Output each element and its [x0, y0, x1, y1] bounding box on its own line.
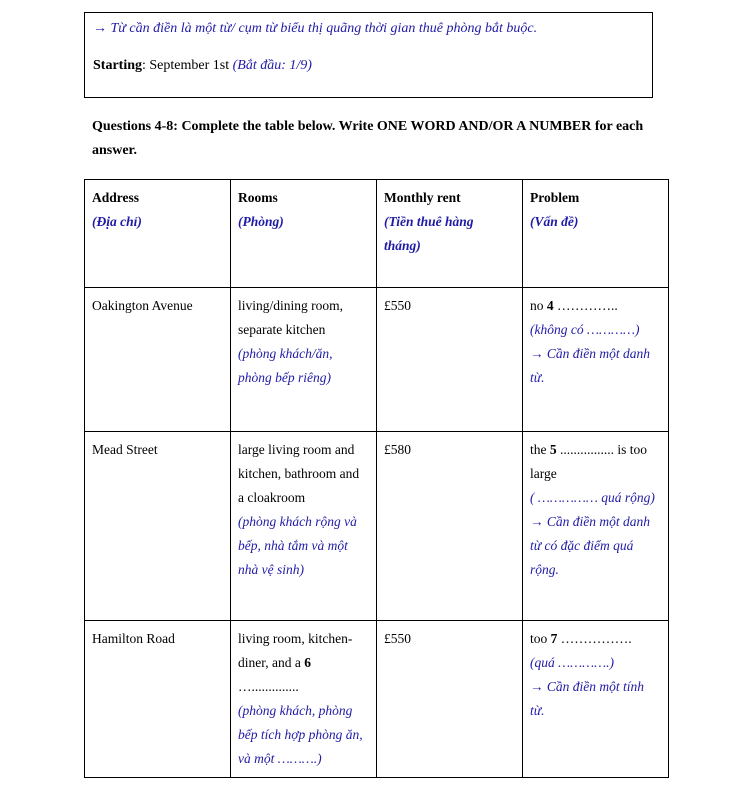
- header-rent-vi-1: (Tiền thuê hàng: [384, 214, 474, 229]
- problem-vi-line: rộng.: [530, 562, 559, 577]
- cell-rent: [377, 288, 523, 432]
- rent-text: £550: [384, 631, 411, 646]
- cell-problem: [523, 432, 669, 621]
- problem-line: [530, 294, 661, 318]
- header-rooms-vi: (Phòng): [238, 214, 284, 229]
- intro-box: [84, 12, 653, 98]
- starting-label: Starting: [93, 58, 142, 73]
- starting-value: : September 1st: [142, 58, 233, 73]
- header-rooms: [231, 180, 377, 288]
- rooms-line: large living room and: [238, 442, 355, 457]
- rooms-text: diner, and a: [238, 655, 305, 670]
- problem-blank: …………..: [553, 298, 618, 313]
- rental-table: [84, 179, 669, 778]
- rent-text: £550: [384, 298, 411, 313]
- problem-vi-line: ( …………… quá rộng): [530, 490, 655, 505]
- rooms-line: [238, 651, 369, 675]
- question-number: 5: [549, 442, 557, 457]
- rooms-vi-line: nhà vệ sinh): [238, 562, 304, 577]
- cell-rent: [377, 432, 523, 621]
- address-text: Mead Street: [92, 442, 158, 457]
- cell-rooms: [231, 432, 377, 621]
- table-row: [85, 621, 669, 778]
- problem-line-2: large: [530, 466, 557, 481]
- question-number: 4: [546, 298, 554, 313]
- address-text: Oakington Avenue: [92, 298, 193, 313]
- table-row: [85, 288, 669, 432]
- cell-rooms: [231, 288, 377, 432]
- cell-problem: [523, 621, 669, 778]
- problem-vi-line: (không có …………): [530, 322, 640, 337]
- header-address: [85, 180, 231, 288]
- problem-vi-line: (quá ………….): [530, 655, 615, 670]
- problem-line: [530, 627, 661, 651]
- problem-blank: …………….: [557, 631, 632, 646]
- rooms-vi-line: (phòng khách, phòng: [238, 703, 353, 718]
- rooms-vi-line: bếp, nhà tắm và một: [238, 538, 348, 553]
- problem-vi-line: → Cần điền một danh: [530, 514, 650, 529]
- rooms-vi-line: và một ……….): [238, 751, 322, 766]
- rooms-line: living room, kitchen-: [238, 631, 353, 646]
- problem-pre: too: [530, 631, 551, 646]
- starting-line: [93, 58, 312, 74]
- rooms-blank: …..............: [238, 679, 299, 694]
- cell-problem: [523, 288, 669, 432]
- question-number: 6: [304, 655, 311, 670]
- questions-heading-line2: answer.: [92, 143, 137, 158]
- questions-heading-line1: Questions 4-8: Complete the table below. Write ONE WORD AND/OR A NUMBER for each: [92, 119, 644, 134]
- cell-address: [85, 288, 231, 432]
- problem-vi-line: → Cần điền một tính: [530, 679, 644, 694]
- starting-vi: (Bắt đầu: 1/9): [232, 58, 312, 73]
- rooms-line: living/dining room,: [238, 298, 344, 313]
- rooms-line: separate kitchen: [238, 322, 326, 337]
- rooms-line: kitchen, bathroom and: [238, 466, 360, 481]
- rooms-vi-line: (phòng khách/ăn,: [238, 346, 333, 361]
- cell-rent: [377, 621, 523, 778]
- problem-vi-line: từ có đặc điểm quá: [530, 538, 634, 553]
- question-number: 7: [550, 631, 558, 646]
- problem-vi-line: → Cần điền một danh: [530, 346, 650, 361]
- header-rooms-en: Rooms: [238, 190, 278, 205]
- header-rent-vi-2: tháng): [384, 238, 421, 253]
- rooms-vi-line: bếp tích hợp phòng ăn,: [238, 727, 363, 742]
- cell-address: [85, 621, 231, 778]
- cell-address: [85, 432, 231, 621]
- problem-vi-line: từ.: [530, 370, 545, 385]
- problem-pre: the: [530, 442, 550, 457]
- rooms-line: a cloakroom: [238, 490, 306, 505]
- header-rent-en: Monthly rent: [384, 190, 461, 205]
- header-rent: [377, 180, 523, 288]
- header-address-en: Address: [92, 190, 140, 205]
- table-header-row: [85, 180, 669, 288]
- header-problem-vi: (Vấn đề): [530, 214, 579, 229]
- header-problem: [523, 180, 669, 288]
- problem-line: [530, 438, 661, 462]
- header-problem-en: Problem: [530, 190, 580, 205]
- problem-vi-line: từ.: [530, 703, 545, 718]
- problem-blank: ................ is too: [556, 442, 648, 457]
- cell-rooms: [231, 621, 377, 778]
- problem-pre: no: [530, 298, 547, 313]
- rooms-vi-line: phòng bếp riêng): [238, 370, 331, 385]
- rent-text: £580: [384, 442, 411, 457]
- questions-heading: [92, 115, 662, 163]
- note-line: → Từ cần điền là một từ/ cụm từ biểu thị quãng thời gian thuê phòng bắt buộc.: [93, 21, 538, 36]
- header-address-vi: (Địa chỉ): [92, 214, 142, 229]
- table-row: [85, 432, 669, 621]
- address-text: Hamilton Road: [92, 631, 175, 646]
- rooms-vi-line: (phòng khách rộng và: [238, 514, 357, 529]
